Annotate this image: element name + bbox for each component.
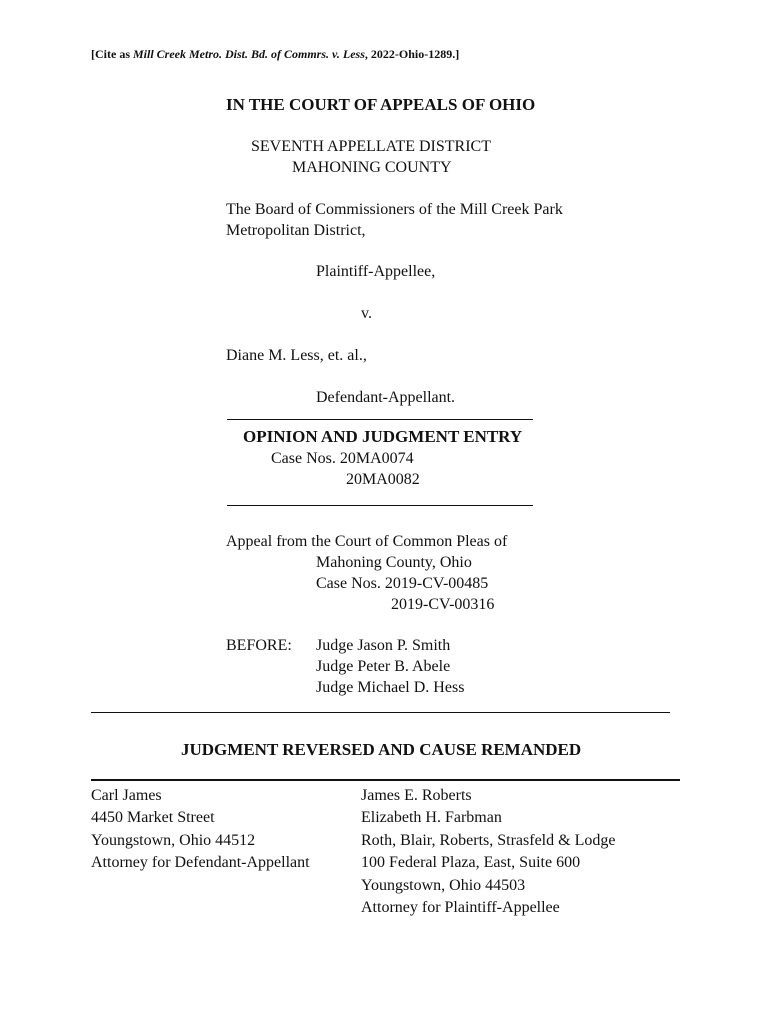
- district: SEVENTH APPELLATE DISTRICT: [251, 138, 491, 155]
- defendant-counsel-street: 4450 Market Street: [91, 809, 215, 826]
- plaintiff-name-line1: The Board of Commissioners of the Mill Creek Park: [226, 201, 563, 218]
- versus: v.: [361, 305, 372, 322]
- before-label: BEFORE:: [226, 637, 292, 654]
- plaintiff-counsel-name-1: James E. Roberts: [361, 787, 472, 804]
- judge-2: Judge Peter B. Abele: [316, 658, 451, 675]
- opinion-title: OPINION AND JUDGMENT ENTRY: [243, 427, 523, 446]
- divider: [91, 712, 670, 713]
- divider: [91, 779, 680, 781]
- defendant-counsel-name: Carl James: [91, 787, 162, 804]
- plaintiff-counsel-firm: Roth, Blair, Roberts, Strasfeld & Lodge: [361, 832, 616, 849]
- divider: [227, 419, 533, 420]
- plaintiff-counsel-city: Youngstown, Ohio 44503: [361, 877, 526, 894]
- citation-prefix: [Cite as: [91, 47, 133, 61]
- divider: [227, 505, 533, 506]
- plaintiff-name-line2: Metropolitan District,: [226, 222, 366, 239]
- defendant-name: Diane M. Less, et. al.,: [226, 347, 367, 364]
- judge-1: Judge Jason P. Smith: [316, 637, 451, 654]
- citation-suffix: , 2022-Ohio-1289.]: [364, 47, 460, 61]
- defendant-counsel-role: Attorney for Defendant-Appellant: [91, 854, 310, 871]
- plaintiff-role: Plaintiff-Appellee,: [316, 263, 436, 280]
- appeal-line1: Appeal from the Court of Common Pleas of: [226, 533, 508, 550]
- plaintiff-counsel-role: Attorney for Plaintiff-Appellee: [361, 899, 560, 916]
- judge-3: Judge Michael D. Hess: [316, 679, 465, 696]
- judgment-heading: JUDGMENT REVERSED AND CAUSE REMANDED: [181, 740, 582, 759]
- defendant-role: Defendant-Appellant.: [316, 389, 456, 406]
- appeal-line2: Mahoning County, Ohio: [316, 554, 472, 571]
- county: MAHONING COUNTY: [292, 159, 452, 176]
- court-title: IN THE COURT OF APPEALS OF OHIO: [226, 95, 536, 114]
- defendant-counsel-city: Youngstown, Ohio 44512: [91, 832, 256, 849]
- citation: [91, 47, 459, 61]
- citation-case-name: Mill Creek Metro. Dist. Bd. of Commrs. v. Less: [133, 47, 365, 61]
- appeal-line4: 2019-CV-00316: [391, 596, 495, 613]
- case-number-2: 20MA0082: [346, 471, 420, 488]
- appeal-line3: Case Nos. 2019-CV-00485: [316, 575, 489, 592]
- plaintiff-counsel-street: 100 Federal Plaza, East, Suite 600: [361, 854, 581, 871]
- plaintiff-counsel-name-2: Elizabeth H. Farbman: [361, 809, 502, 826]
- case-numbers: Case Nos. 20MA0074: [271, 450, 414, 467]
